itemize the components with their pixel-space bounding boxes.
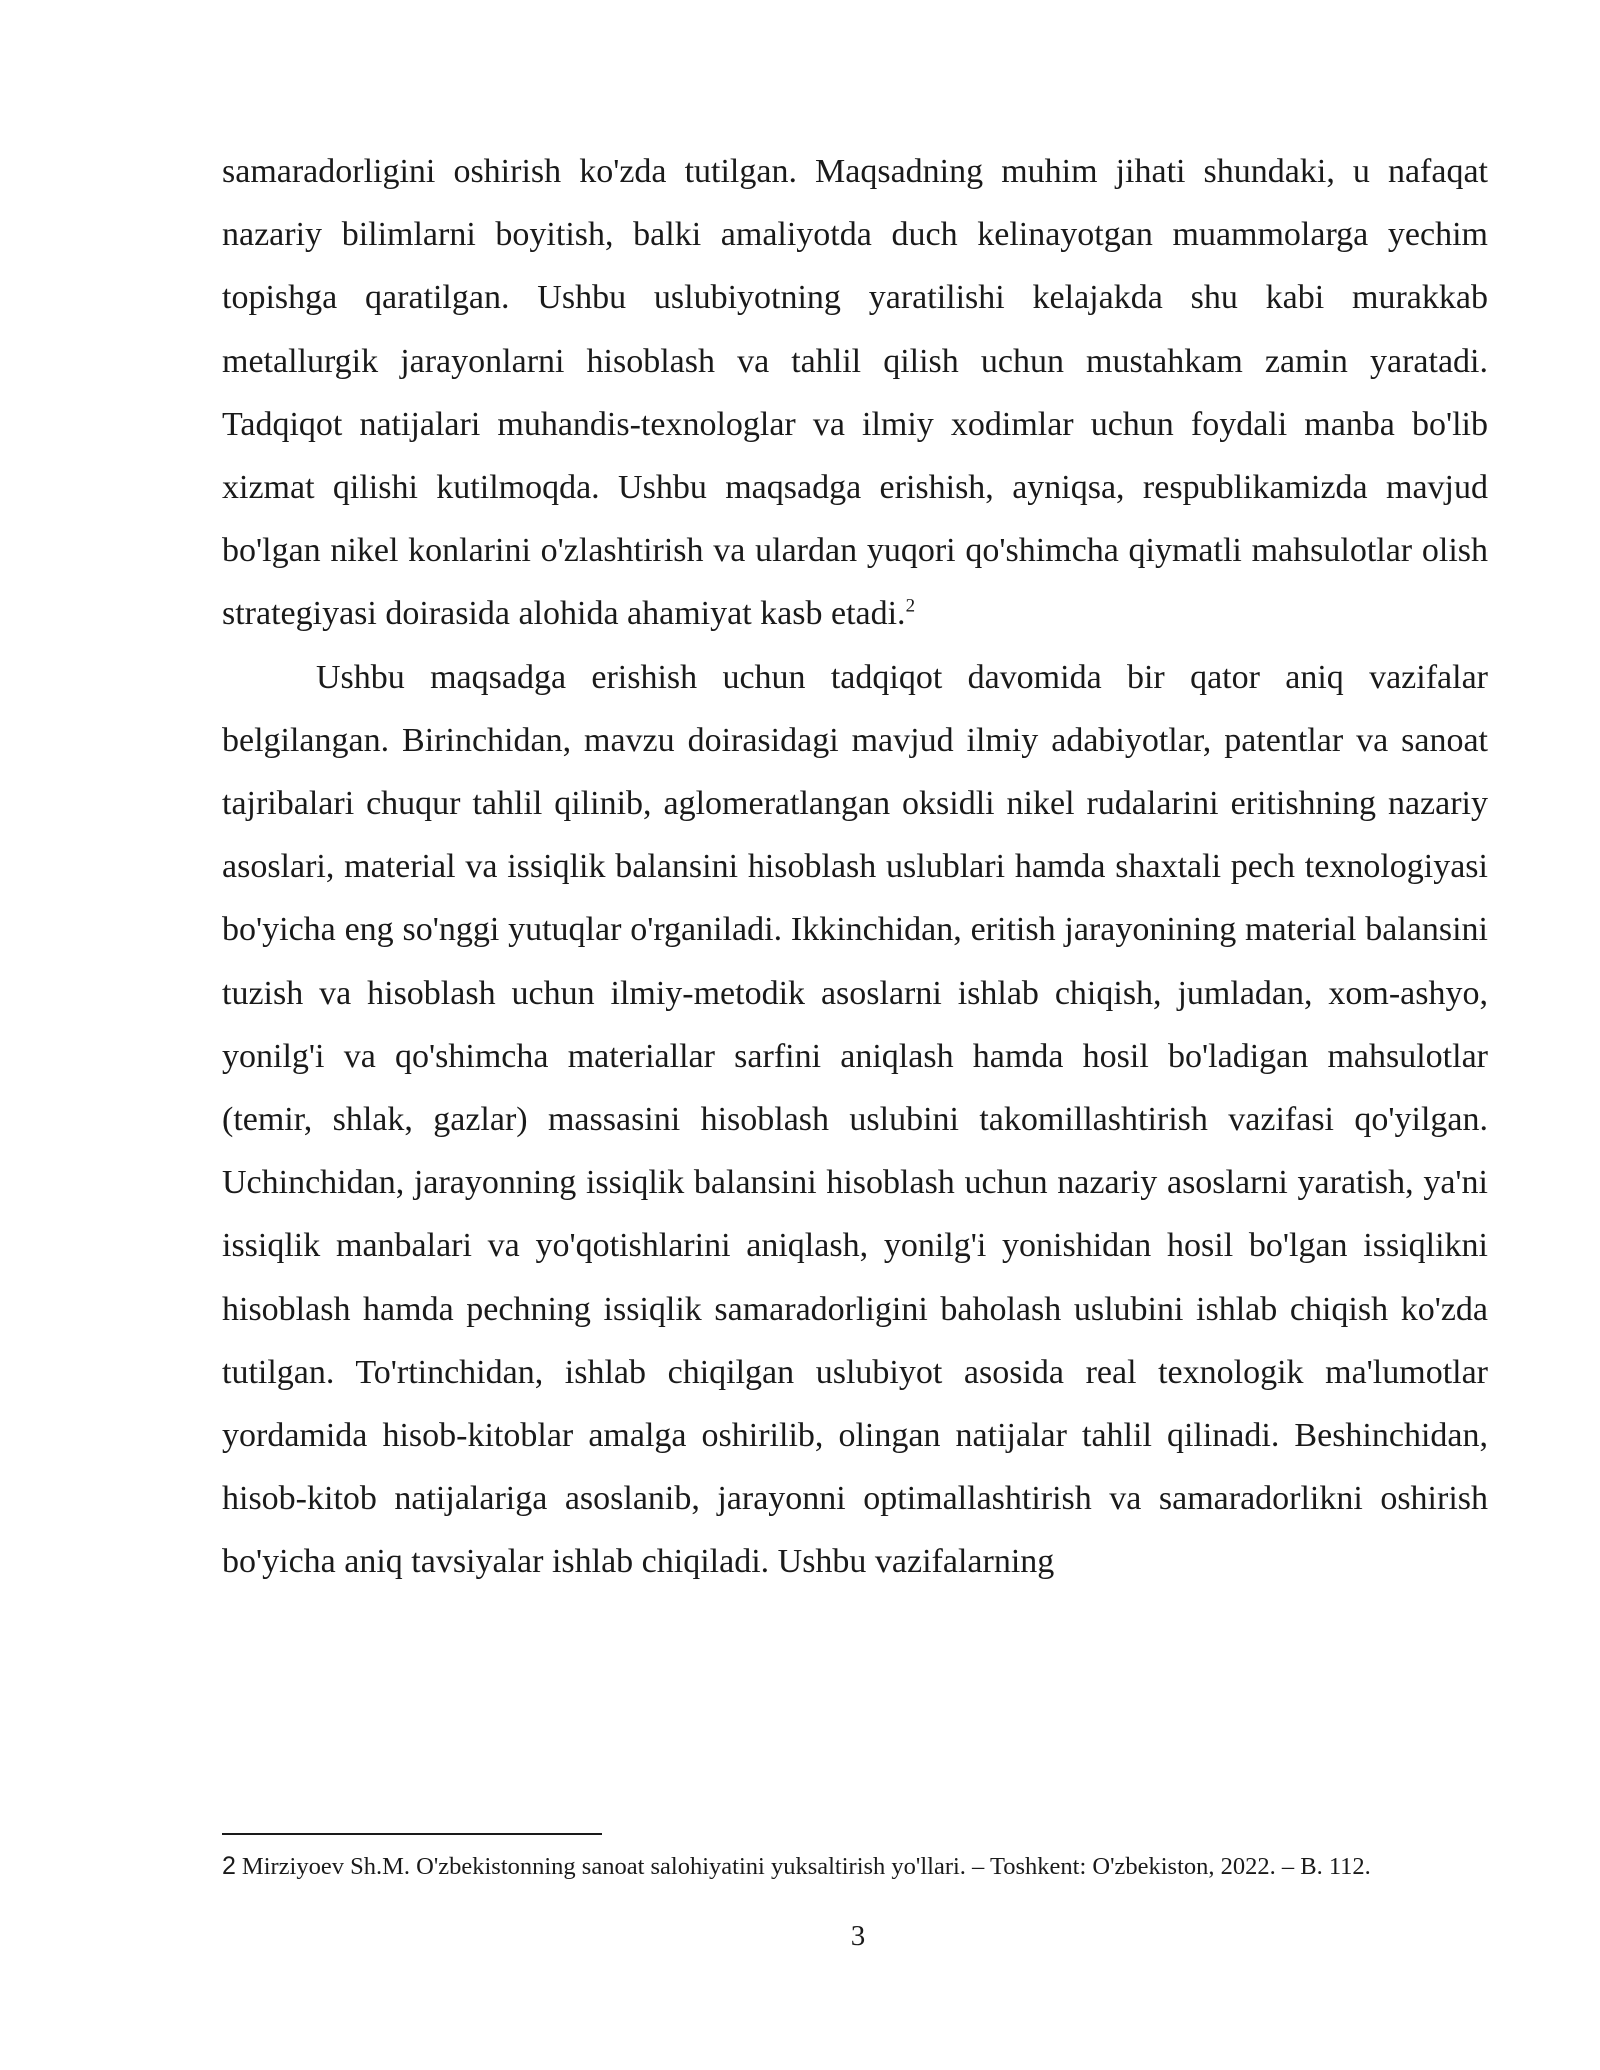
paragraph-1 bbox=[222, 140, 1488, 646]
footnote-number: 2 bbox=[222, 1852, 236, 1880]
body-text bbox=[222, 140, 1488, 1594]
footnote-reference: 2 bbox=[905, 596, 916, 618]
paragraph-2 bbox=[222, 646, 1488, 1594]
page-number: 3 bbox=[850, 1920, 866, 1952]
paragraph-1-text: samaradorligini oshirish ko'zda tutilgan. Maqsadning muhim jihati shundaki, u nafaqat nazariy bilimlarni boyitish, balki amaliyotda duch kelinayotgan muammolarga yechim topishga qaratilgan. Ushbu uslubiyotning yaratilishi kelajakda shu kabi murakkab metallurgik jarayonlarni hisoblash va tahlil qilish uchun mustahkam zamin yaratadi. Tadqiqot natijalari muhandis-texnologlar va ilmiy xodimlar uchun foydali manba bo'lib xizmat qilishi kutilmoqda. Ushbu maqsadga erishish, ayniqsa, respublikamizda mavjud bo'lgan nikel konlarini o'zlashtirish va ulardan yuqori qo'shimcha qiymatli mahsulotlar olish strategiyasi doirasida alohida ahamiyat kasb etadi. bbox=[222, 153, 1488, 633]
footnote-separator bbox=[222, 1833, 602, 1835]
paragraph-2-text: Ushbu maqsadga erishish uchun tadqiqot davomida bir qator aniq vazifalar belgilangan. Birinchidan, mavzu doirasidagi mavjud ilmiy adabiyotlar, patentlar va sanoat tajribalari chuqur tahlil qilinib, aglomeratlangan oksidli nikel rudalarini eritishning nazariy asoslari, material va issiqlik balansini hisoblash uslublari hamda shaxtali pech texnologiyasi bo'yicha eng so'nggi yutuqlar o'rganiladi. Ikkinchidan, eritish jarayonining material balansini tuzish va hisoblash uchun ilmiy-metodik asoslarni ishlab chiqish, jumladan, xom-ashyo, yonilg'i va qo'shimcha materiallar sarfini aniqlash hamda hosil bo'ladigan mahsulotlar (temir, shlak, gazlar) massasini hisoblash uslubini takomillashtirish vazifasi qo'yilgan. Uchinchidan, jarayonning issiqlik balansini hisoblash uchun nazariy asoslarni yaratish, ya'ni issiqlik manbalari va yo'qotishlarini aniqlash, yonilg'i yonishidan hosil bo'lgan issiqlikni hisoblash hamda pechning issiqlik samaradorligini baholash uslubini ishlab chiqish ko'zda tutilgan. To'rtinchidan, ishlab chiqilgan uslubiyot asosida real texnologik ma'lumotlar yordamida hisob-kitoblar amalga oshirilib, olingan natijalar tahlil qilinadi. Beshinchidan, hisob-kitob natijalariga asoslanib, jarayonni optimallashtirish va samaradorlikni oshirish bo'yicha aniq tavsiyalar ishlab chiqiladi. Ushbu vazifalarning bbox=[222, 658, 1488, 1581]
footnote bbox=[222, 1848, 1488, 1885]
footnote-text: Mirziyoev Sh.M. O'zbekistonning sanoat salohiyatini yuksaltirish yo'llari. – Toshkent: O'zbekiston, 2022. – B. 112. bbox=[241, 1853, 1371, 1880]
